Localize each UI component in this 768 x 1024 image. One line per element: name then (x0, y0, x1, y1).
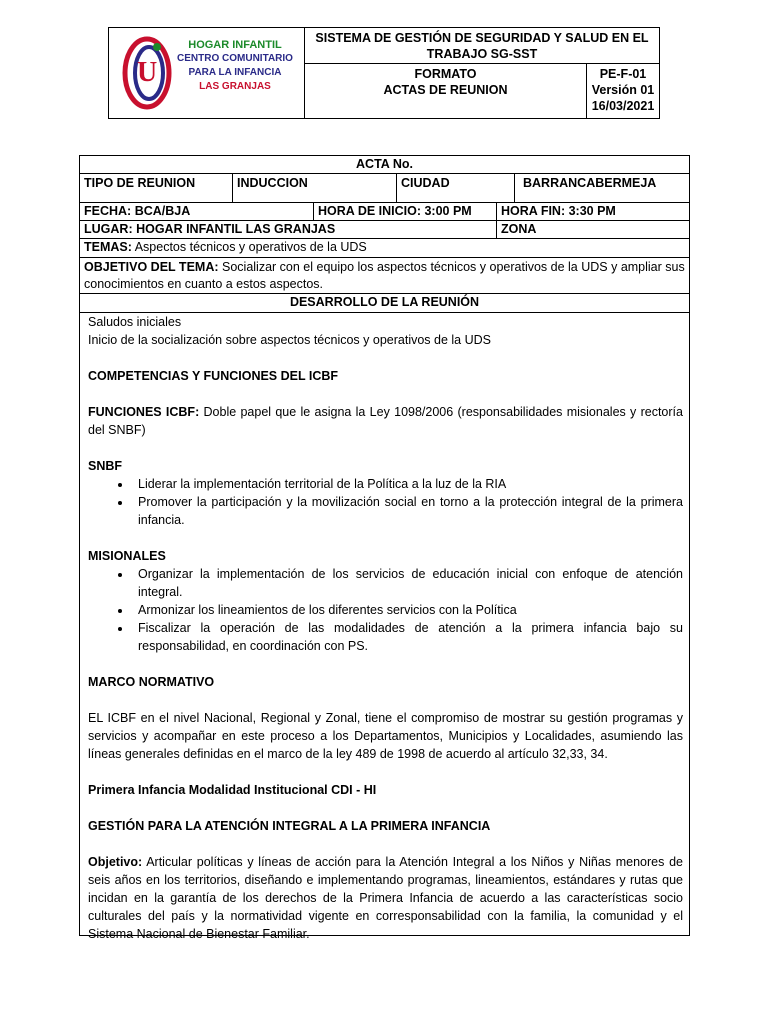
intro-line-2: Inicio de la socialización sobre aspectos técnicos y operativos de la UDS (88, 333, 491, 347)
snbf-item: • Promover la participación y la movilización social en torno a la protección integral de la primera infancia. (132, 493, 683, 529)
logo-line-3: PARA LA INFANCIA (188, 67, 282, 78)
svg-text:U: U (137, 57, 158, 88)
temas-value: Aspectos técnicos y operativos de la UDS (134, 240, 367, 254)
tipo-row (80, 174, 689, 203)
tipo-label: TIPO DE REUNION (84, 176, 196, 190)
logo-line-4: LAS GRANJAS (199, 81, 271, 92)
objetivo-value: Articular políticas y líneas de acción para la Atención Integral a los Niños y Niñas menores de seis años en los territorios, diseñando e implementando programas, lineamientos, estándares y rutas que incidan en la garantía de los derechos de la Primera Infancia de acuerdo a las características socio culturales del país y la normatividad vigente en corresponsabilidad con la familia, la comunidad y el Sistema Nacional de Bienestar Familiar. (88, 855, 683, 941)
marco-paragraph: EL ICBF en el nivel Nacional, Regional y Zonal, tiene el compromiso de mostrar su gestión programas y servicios y acompañar en este proceso a los Departamentos, Municipios y Localidades, asumiendo las líneas generales definidas en el marco de la ley 489 de 1998 de acuerdo al artículo 32,33, 34. (88, 711, 683, 761)
ciudad-value: BARRANCABERMEJA (514, 174, 689, 202)
funciones-value: Doble papel que le asigna la Ley 1098/2006 (responsabilidades misionales y rectoría del SNBF) (88, 405, 683, 437)
objetivo-paragraph (88, 853, 683, 943)
heading-snbf: SNBF (88, 459, 123, 473)
heading-primera-infancia: Primera Infancia Modalidad Institucional CDI - HI (88, 783, 377, 797)
acta-title: ACTA No. (356, 157, 413, 171)
acta-title-row (80, 156, 689, 174)
system-title (305, 28, 659, 64)
hora-inicio: HORA DE INICIO: 3:00 PM (313, 203, 496, 220)
tipo-value: INDUCCION (232, 174, 396, 202)
objetivo-row (80, 258, 689, 294)
format-title-line-2: ACTAS DE REUNION (383, 83, 508, 97)
snbf-list (88, 475, 683, 529)
date-value: 16/03/2021 (591, 99, 655, 113)
intro-line-1: Saludos iniciales (88, 315, 182, 329)
code-value: PE-F-01 (599, 67, 647, 81)
misionales-list (88, 565, 683, 655)
system-title-line-2: TRABAJO SG-SST (426, 47, 538, 61)
temas-row (80, 239, 689, 258)
zona: ZONA (496, 221, 689, 238)
ciudad-label: CIUDAD (396, 174, 514, 202)
snbf-item: • Liderar la implementación territorial de la Política a la luz de la RIA (132, 475, 683, 493)
hogar-infantil-logo-icon (115, 31, 175, 115)
fecha: FECHA: BCA/BJA (84, 204, 191, 218)
temas-label: TEMAS: (84, 240, 132, 254)
format-title-line-1: FORMATO (414, 67, 477, 81)
system-title-line-1: SISTEMA DE GESTIÓN DE SEGURIDAD Y SALUD EN EL (315, 31, 649, 45)
document-header (108, 27, 660, 119)
desarrollo-title: DESARROLLO DE LA REUNIÓN (289, 295, 480, 309)
heading-gestion: GESTIÓN PARA LA ATENCIÓN INTEGRAL A LA PRIMERA INFANCIA (88, 819, 491, 833)
objetivo-tema-value: Socializar con el equipo los aspectos técnicos y operativos de la UDS y ampliar sus conocimientos en cuanto a estos aspectos. (84, 260, 685, 291)
logo-text (167, 38, 303, 94)
objetivo-label: Objetivo: (88, 855, 143, 869)
document-code (587, 64, 659, 120)
logo-line-2: CENTRO COMUNITARIO (177, 53, 293, 64)
heading-marco: MARCO NORMATIVO (88, 675, 215, 689)
logo-line-1: HOGAR INFANTIL (188, 39, 282, 51)
heading-misionales: MISIONALES (88, 549, 166, 563)
version-value: Versión 01 (591, 83, 655, 97)
acta-table (79, 155, 690, 941)
fecha-row (80, 203, 689, 221)
funciones-label: FUNCIONES ICBF: (88, 405, 200, 419)
heading-competencias: COMPETENCIAS Y FUNCIONES DEL ICBF (88, 369, 339, 383)
meeting-content (80, 313, 689, 943)
lugar-row (80, 221, 689, 239)
format-title (305, 64, 587, 118)
hora-fin: HORA FIN: 3:30 PM (496, 203, 689, 220)
objetivo-tema (80, 258, 689, 293)
misionales-item: • Fiscalizar la operación de las modalidades de atención a la primera infancia bajo su responsabilidad, en coordinación con PS. (132, 619, 683, 655)
temas (80, 239, 689, 257)
objetivo-tema-label: OBJETIVO DEL TEMA: (84, 260, 219, 274)
logo-cell (109, 28, 305, 118)
misionales-item: • Organizar la implementación de los servicios de educación inicial con enfoque de atención integral. (132, 565, 683, 601)
desarrollo-row (80, 294, 689, 313)
misionales-item: • Armonizar los lineamientos de los diferentes servicios con la Política (132, 601, 683, 619)
funciones-paragraph (88, 403, 683, 439)
lugar: LUGAR: HOGAR INFANTIL LAS GRANJAS (84, 222, 336, 236)
